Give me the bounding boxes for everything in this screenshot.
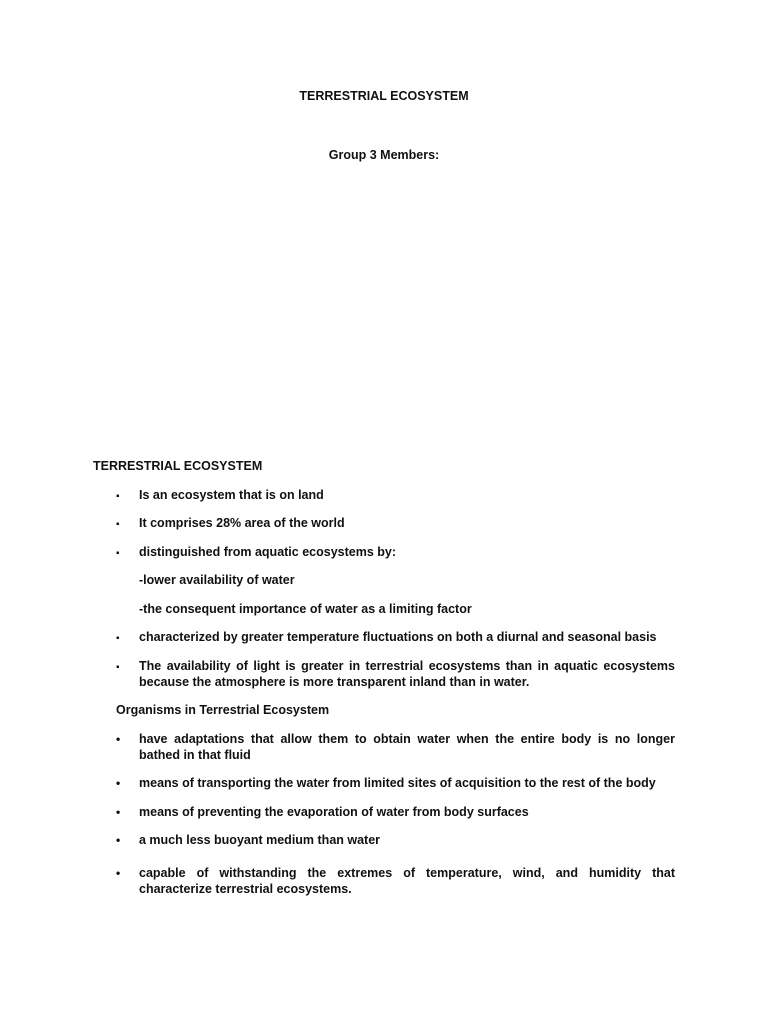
dot-bullet: • (116, 866, 121, 880)
group-members-heading: Group 3 Members: (328, 148, 440, 162)
dot-bullet: • (116, 805, 121, 819)
square-bullet: ▪ (116, 548, 120, 559)
list-item: The availability of light is greater in terrestrial ecosystems than in aquatic ecosystems because the atmosphere is more transparent inland than in water. (139, 659, 675, 689)
list-item: means of transporting the water from limited sites of acquisition to the rest of the body (139, 776, 656, 790)
list-item: distinguished from aquatic ecosystems by: (139, 545, 397, 559)
dot-bullet: • (116, 833, 121, 847)
dot-bullet: • (116, 732, 121, 746)
square-bullet: ▪ (116, 633, 120, 644)
list-item: have adaptations that allow them to obtain water when the entire body is no longer bathed in that fluid (139, 732, 675, 762)
list-item: Is an ecosystem that is on land (139, 488, 324, 502)
document-title: TERRESTRIAL ECOSYSTEM (299, 89, 469, 103)
organisms-heading: Organisms in Terrestrial Ecosystem (116, 703, 330, 717)
square-bullet: ▪ (116, 662, 120, 673)
list-item: means of preventing the evaporation of water from body surfaces (139, 805, 529, 819)
list-item: characterized by greater temperature fluctuations on both a diurnal and seasonal basis (139, 630, 657, 644)
sub-item: -the consequent importance of water as a limiting factor (139, 602, 472, 616)
section-heading: TERRESTRIAL ECOSYSTEM (93, 459, 263, 473)
square-bullet: ▪ (116, 519, 120, 530)
dot-bullet: • (116, 776, 121, 790)
list-item: It comprises 28% area of the world (139, 516, 345, 530)
square-bullet: ▪ (116, 491, 120, 502)
list-item: capable of withstanding the extremes of temperature, wind, and humidity that characterize terrestrial ecosystems. (139, 866, 675, 896)
sub-item: -lower availability of water (139, 573, 295, 587)
list-item: a much less buoyant medium than water (139, 833, 381, 847)
